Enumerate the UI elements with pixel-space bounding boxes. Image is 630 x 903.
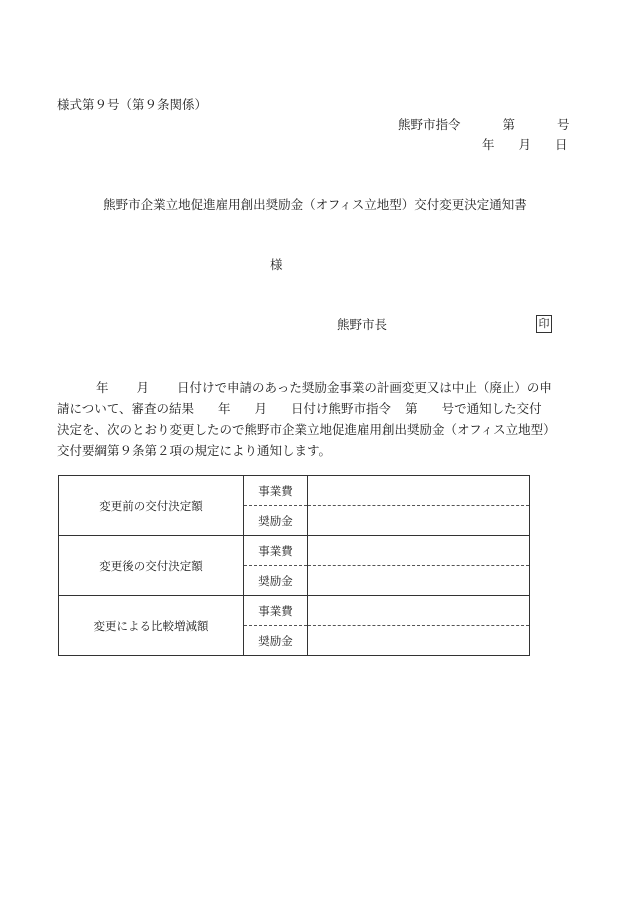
item-incentive: 奨励金 (244, 626, 308, 656)
date-day: 日 (555, 137, 568, 152)
row-label-before: 変更前の交付決定額 (59, 476, 244, 536)
body-line-2-mid: 日付け熊野市指令 (291, 401, 392, 416)
directive-number (398, 117, 570, 133)
issuer-name: 熊野市長 (337, 317, 388, 332)
body-line-3: 決定を、次のとおり変更したので熊野市企業立地促進雇用創出奨励金（オフィス立地型） (57, 422, 556, 437)
body-year: 年 (96, 380, 109, 395)
table-row (59, 596, 530, 626)
issue-date (482, 137, 568, 153)
value-cell[interactable] (308, 506, 530, 536)
value-cell[interactable] (308, 536, 530, 566)
body-line-2-start: 請について、審査の結果 (57, 401, 195, 416)
directive-go: 号 (557, 117, 570, 132)
document-title: 熊野市企業立地促進雇用創出奨励金（オフィス立地型）交付変更決定通知書 (103, 197, 527, 212)
item-project-cost: 事業費 (244, 476, 308, 506)
addressee-honorific: 様 (270, 257, 283, 272)
seal-mark: 印 (536, 315, 552, 333)
value-cell[interactable] (308, 626, 530, 656)
body-line-2-month: 月 (254, 401, 268, 416)
body-line-2-dai: 第 (405, 401, 418, 416)
directive-dai: 第 (502, 117, 516, 132)
date-year: 年 (482, 137, 495, 152)
body-line-2-end: 号で通知した交付 (441, 401, 542, 416)
value-cell[interactable] (308, 566, 530, 596)
value-cell[interactable] (308, 596, 530, 626)
body-month: 月 (136, 380, 150, 395)
body-line-2-year: 年 (218, 401, 231, 416)
body-line-1 (57, 377, 577, 398)
value-cell[interactable] (308, 476, 530, 506)
date-month: 月 (518, 137, 532, 152)
form-number-label: 様式第９号（第９条関係） (57, 97, 208, 112)
directive-prefix: 熊野市指令 (398, 117, 461, 132)
item-incentive: 奨励金 (244, 506, 308, 536)
row-label-difference: 変更による比較増減額 (59, 596, 244, 656)
item-incentive: 奨励金 (244, 566, 308, 596)
notice-body (57, 377, 577, 461)
body-line-1-text: 日付けで申請のあった奨励金事業の計画変更又は中止（廃止）の申 (177, 380, 552, 395)
table-row (59, 476, 530, 506)
amount-table (58, 475, 530, 656)
body-line-2 (57, 398, 577, 419)
table-row (59, 536, 530, 566)
body-line-4: 交付要綱第９条第２項の規定により通知します。 (57, 443, 332, 458)
item-project-cost: 事業費 (244, 536, 308, 566)
item-project-cost: 事業費 (244, 596, 308, 626)
row-label-after: 変更後の交付決定額 (59, 536, 244, 596)
